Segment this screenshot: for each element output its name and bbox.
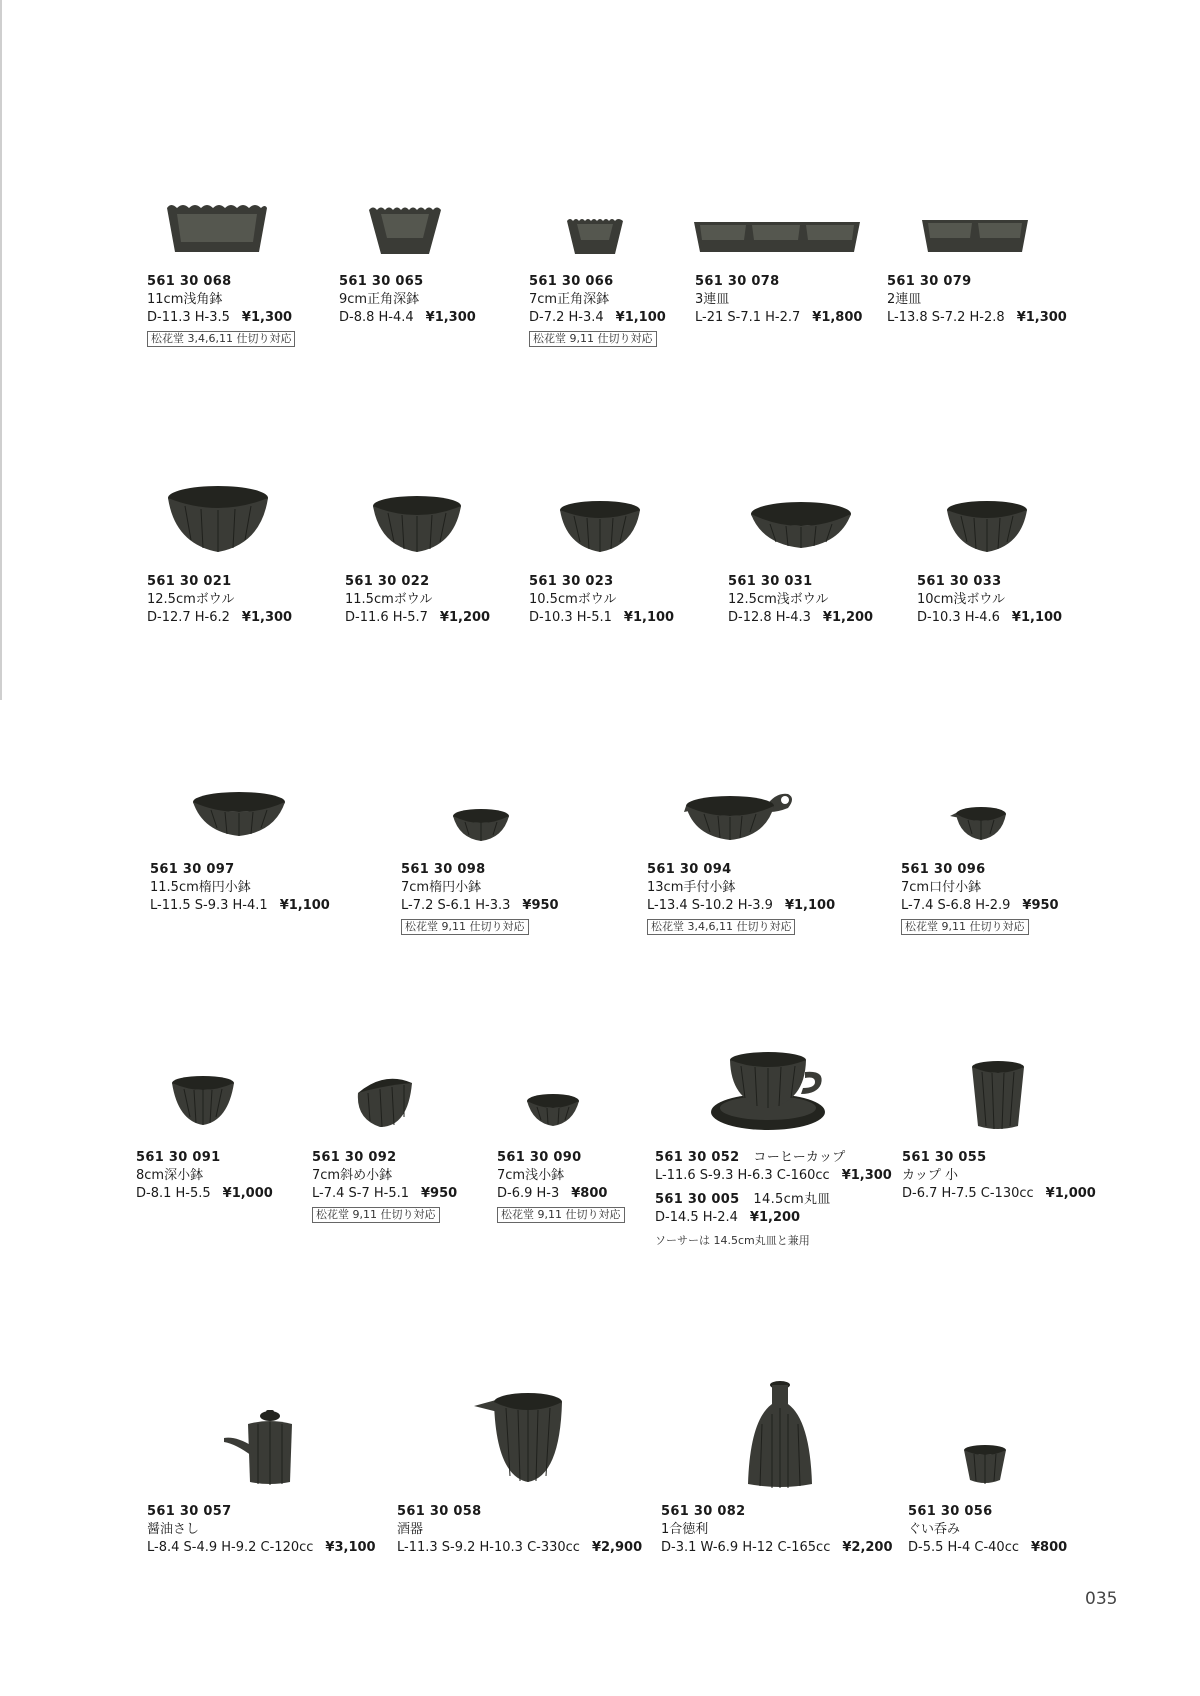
product-price: ¥1,100 [623, 610, 675, 625]
bowl-icon [370, 494, 464, 556]
divider-compat-badge: 松花堂 3,4,6,11 仕切り対応 [647, 919, 795, 935]
product-561-30-082 [661, 1503, 893, 1557]
product-price: ¥1,000 [1045, 1186, 1096, 1201]
spouted-bowl-icon [948, 804, 1008, 844]
product-price: ¥1,200 [439, 610, 491, 625]
product-code: 561 30 057 [147, 1504, 232, 1519]
square-deep-bowl-small-icon [565, 216, 625, 258]
product-spec: D-10.3 H-5.1 ¥1,100 [529, 610, 675, 625]
product-code: 561 30 066 [529, 274, 614, 289]
product-name: 1合徳利 [661, 1522, 709, 1537]
handled-bowl-icon [684, 788, 796, 844]
product-code: 561 30 031 [728, 574, 813, 589]
shallow-small-bowl-icon [525, 1093, 581, 1129]
divider-compat-badge: 松花堂 9,11 仕切り対応 [401, 919, 529, 935]
product-spec: L-7.4 S-7 H-5.1 ¥950 [312, 1186, 458, 1201]
product-561-30-098 [401, 861, 621, 935]
coffee-cup-icon [709, 1050, 827, 1132]
product-spec: L-11.3 S-9.2 H-10.3 C-330cc ¥2,900 [397, 1540, 643, 1555]
product-name: 2連皿 [887, 292, 922, 307]
product-price: ¥1,300 [841, 1168, 892, 1183]
product-561-30-021 [147, 573, 367, 627]
product-code: 561 30 090 [497, 1150, 582, 1165]
product-price: ¥3,100 [325, 1540, 376, 1555]
product-code: 561 30 092 [312, 1150, 397, 1165]
product-name: 10.5cmボウル [529, 592, 617, 607]
product-price: ¥800 [1030, 1540, 1068, 1555]
product-price: ¥2,900 [591, 1540, 643, 1555]
product-name: 10cm浅ボウル [917, 592, 1005, 607]
product-price: ¥1,100 [615, 310, 666, 325]
divider-compat-badge: 松花堂 9,11 仕切り対応 [529, 331, 657, 347]
product-name: カップ 小 [902, 1168, 959, 1183]
product-561-30-094 [647, 861, 867, 935]
sake-pitcher-icon [472, 1390, 566, 1486]
product-price: ¥1,800 [812, 310, 863, 325]
product-name: 11.5cmボウル [345, 592, 433, 607]
divider-compat-badge: 松花堂 9,11 仕切り対応 [312, 1207, 440, 1223]
soy-sauce-pot-icon [222, 1408, 294, 1486]
product-name: 9cm正角深鉢 [339, 292, 420, 307]
cup-icon [970, 1060, 1026, 1132]
product-price: ¥1,300 [425, 310, 476, 325]
product-spec: D-12.8 H-4.3 ¥1,200 [728, 610, 874, 625]
product-name: 12.5cmボウル [147, 592, 235, 607]
product-name: 7cm正角深鉢 [529, 292, 610, 307]
product-name: 7cm浅小鉢 [497, 1168, 565, 1183]
product-price: ¥1,300 [241, 310, 293, 325]
page-number: 035 [1085, 1589, 1118, 1609]
oval-bowl-small-icon [451, 808, 511, 844]
product-price: ¥950 [421, 1186, 458, 1201]
product-spec: D-12.7 H-6.2 ¥1,300 [147, 610, 293, 625]
product-name: 8cm深小鉢 [136, 1168, 204, 1183]
product-name: 11cm浅角鉢 [147, 292, 223, 307]
product-price: ¥1,200 [822, 610, 874, 625]
product-spec: D-6.9 H-3 ¥800 [497, 1186, 608, 1201]
shallow-bowl-icon [748, 500, 854, 552]
product-spec: L-21 S-7.1 H-2.7 ¥1,800 [695, 310, 863, 325]
product-name: 7cm口付小鉢 [901, 880, 982, 895]
bowl-icon [165, 484, 271, 556]
product-code: 561 30 058 [397, 1504, 482, 1519]
bowl-icon [558, 500, 642, 556]
product-name: 12.5cm浅ボウル [728, 592, 829, 607]
product-price: ¥2,200 [842, 1540, 893, 1555]
deep-small-bowl-icon [170, 1075, 236, 1129]
product-price: ¥1,100 [1011, 610, 1063, 625]
product-name: ぐい呑み [908, 1522, 961, 1537]
product-561-30-065 [339, 273, 559, 327]
divider-compat-badge: 松花堂 9,11 仕切り対応 [497, 1207, 625, 1223]
square-deep-bowl-icon [367, 204, 443, 258]
product-code: 561 30 098 [401, 862, 486, 877]
product-spec: D-7.2 H-3.4 ¥1,100 [529, 310, 666, 325]
product-price: ¥1,100 [784, 898, 836, 913]
product-spec: L-7.4 S-6.8 H-2.9 ¥950 [901, 898, 1059, 913]
product-spec: D-8.1 H-5.5 ¥1,000 [136, 1186, 273, 1201]
product-name: 醤油さし [147, 1522, 200, 1537]
product-spec: L-11.5 S-9.3 H-4.1 ¥1,100 [150, 898, 330, 913]
product-name-inline: コーヒーカップ [753, 1150, 846, 1165]
product-price: ¥1,300 [1016, 310, 1067, 325]
product-price: ¥1,100 [279, 898, 330, 913]
product-561-30-056 [908, 1503, 1128, 1557]
product-code: 561 30 021 [147, 574, 232, 589]
product-price: ¥950 [522, 898, 559, 913]
product-spec: D-10.3 H-4.6 ¥1,100 [917, 610, 1063, 625]
product-name: 7cm斜め小鉢 [312, 1168, 393, 1183]
product-price: ¥950 [1022, 898, 1059, 913]
product-code: 561 30 052 コーヒーカップ [655, 1150, 846, 1165]
product-name: 酒器 [397, 1522, 424, 1537]
product-name: 3連皿 [695, 292, 730, 307]
page-edge-rule [0, 0, 2, 700]
product-561-30-052 [655, 1149, 892, 1249]
saucer-name: 14.5cm丸皿 [753, 1192, 831, 1207]
product-spec: D-11.6 H-5.7 ¥1,200 [345, 610, 491, 625]
slanted-bowl-icon [354, 1075, 416, 1131]
triple-dish-icon [692, 218, 862, 258]
sake-bottle-icon [744, 1380, 816, 1490]
product-code: 561 30 097 [150, 862, 235, 877]
divider-compat-badge: 松花堂 9,11 仕切り対応 [901, 919, 1029, 935]
double-dish-icon [920, 216, 1030, 258]
product-code: 561 30 068 [147, 274, 232, 289]
product-561-30-079 [887, 273, 1107, 327]
product-name: 13cm手付小鉢 [647, 880, 736, 895]
product-code: 561 30 094 [647, 862, 732, 877]
product-561-30-097 [150, 861, 370, 915]
saucer-price: ¥1,200 [749, 1210, 801, 1225]
product-name: 7cm楕円小鉢 [401, 880, 482, 895]
product-561-30-023 [529, 573, 749, 627]
product-code: 561 30 065 [339, 274, 424, 289]
product-code: 561 30 091 [136, 1150, 221, 1165]
saucer-spec: D-14.5 H-2.4 ¥1,200 [655, 1210, 801, 1225]
product-spec: D-5.5 H-4 C-40cc ¥800 [908, 1540, 1068, 1555]
divider-compat-badge: 松花堂 3,4,6,11 仕切り対応 [147, 331, 295, 347]
product-spec: D-6.7 H-7.5 C-130cc ¥1,000 [902, 1186, 1096, 1201]
product-code: 561 30 055 [902, 1150, 987, 1165]
product-name: 11.5cm楕円小鉢 [150, 880, 251, 895]
product-spec: L-8.4 S-4.9 H-9.2 C-120cc ¥3,100 [147, 1540, 376, 1555]
product-spec: L-11.6 S-9.3 H-6.3 C-160cc ¥1,300 [655, 1168, 892, 1183]
product-spec: D-3.1 W-6.9 H-12 C-165cc ¥2,200 [661, 1540, 893, 1555]
product-561-30-031 [728, 573, 948, 627]
oval-bowl-icon [191, 790, 287, 840]
product-price: ¥1,000 [222, 1186, 273, 1201]
product-code: 561 30 056 [908, 1504, 993, 1519]
product-spec: D-8.8 H-4.4 ¥1,300 [339, 310, 476, 325]
product-spec: D-11.3 H-3.5 ¥1,300 [147, 310, 293, 325]
product-561-30-033 [917, 573, 1137, 627]
product-code: 561 30 096 [901, 862, 986, 877]
product-561-30-096 [901, 861, 1121, 935]
product-561-30-057 [147, 1503, 376, 1557]
product-price: ¥1,300 [241, 610, 293, 625]
product-code: 561 30 022 [345, 574, 430, 589]
saucer-note: ソーサーは 14.5cm丸皿と兼用 [655, 1234, 810, 1247]
product-561-30-058 [397, 1503, 643, 1557]
product-561-30-055 [902, 1149, 1122, 1203]
shallow-bowl-icon [945, 500, 1029, 556]
product-code: 561 30 079 [887, 274, 972, 289]
saucer-code: 561 30 005 14.5cm丸皿 [655, 1192, 831, 1207]
product-code: 561 30 033 [917, 574, 1002, 589]
product-spec: L-13.8 S-7.2 H-2.8 ¥1,300 [887, 310, 1067, 325]
sake-cup-icon [962, 1444, 1008, 1486]
product-561-30-068 [147, 273, 367, 347]
product-code: 561 30 078 [695, 274, 780, 289]
product-price: ¥800 [571, 1186, 608, 1201]
product-spec: L-13.4 S-10.2 H-3.9 ¥1,100 [647, 898, 836, 913]
product-code: 561 30 023 [529, 574, 614, 589]
square-shallow-bowl-icon [163, 200, 271, 258]
product-561-30-078 [695, 273, 915, 327]
product-spec: L-7.2 S-6.1 H-3.3 ¥950 [401, 898, 559, 913]
product-code: 561 30 082 [661, 1504, 746, 1519]
